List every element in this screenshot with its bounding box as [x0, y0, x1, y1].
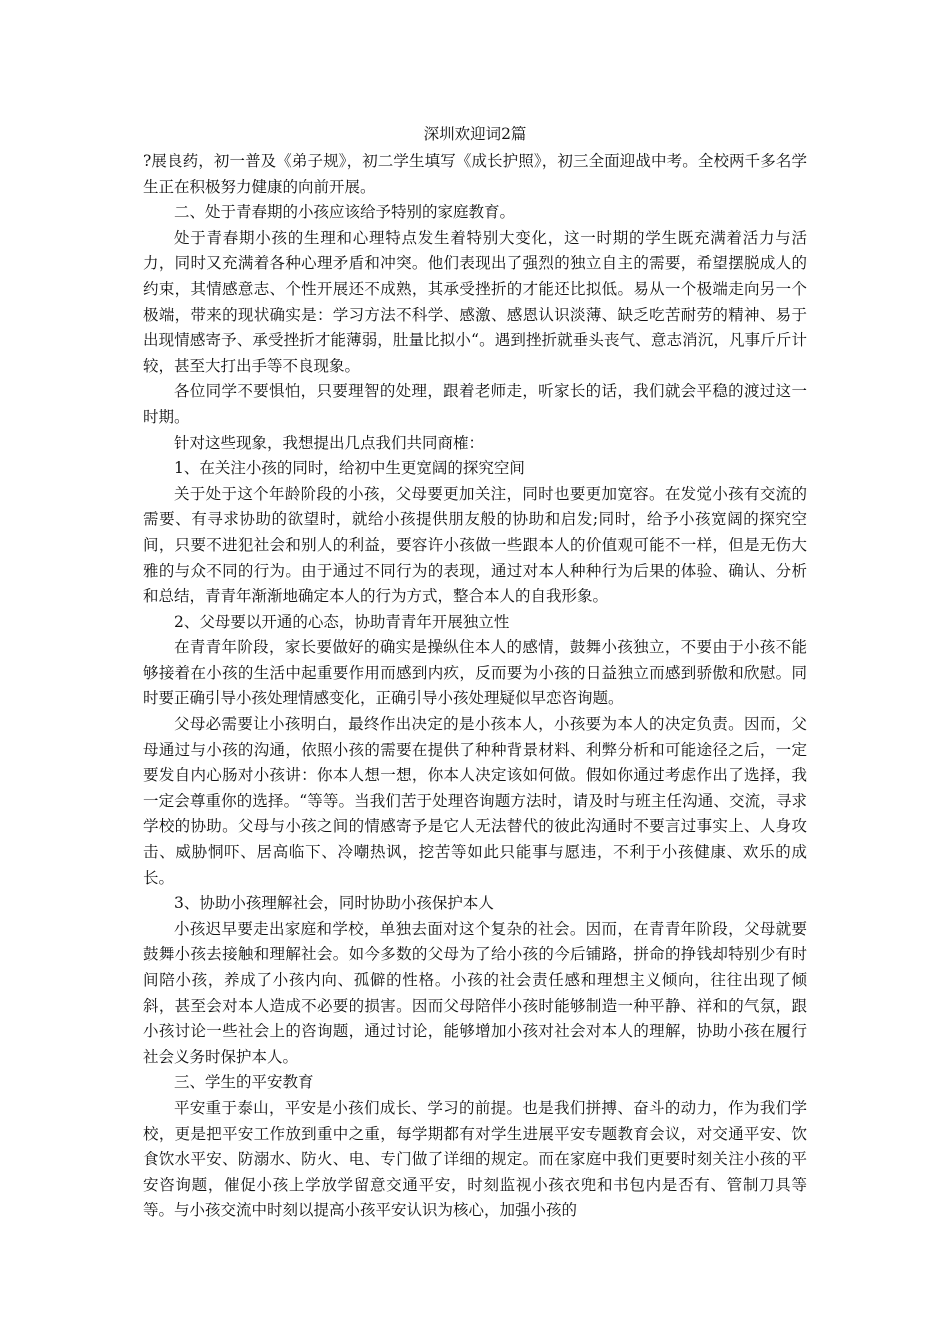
document-title: 深圳欢迎词2篇 [423, 125, 527, 143]
paragraph: 各位同学不要惧怕，只要理智的处理，跟着老师走，听家长的话，我们就会平稳的渡过这一时期。 [143, 382, 807, 426]
paragraph: 二、处于青春期的小孩应该给予特别的家庭教育。 [174, 203, 516, 222]
paragraph: 处于青春期小孩的生理和心理特点发生着特别大变化，这一时期的学生既充满着活力与活力，同时又充满着各种心理矛盾和冲突。他们表现出了强烈的独立自主的需要，希望摆脱成人的约束，其情感意志、个性开展还不成熟，其承受挫折的才能还比拟低。易从一个极端走向另一个极端，带来的现状确实是：学习方法不科学、感激、感恩认识淡薄、缺乏吃苦耐劳的精神、易于出现情感寄予、承受挫折才能薄弱，肚量比拟小“。遇到挫折就垂头丧气、意志消沉，凡事斤斤计较，甚至大打出手等不良现象。 [143, 228, 807, 375]
paragraph: 三、学生的平安教育 [174, 1073, 314, 1092]
paragraph: 2、父母要以开通的心态，协助青青年开展独立性 [174, 612, 510, 631]
paragraph: 1、在关注小孩的同时，给初中生更宽阔的探究空间 [174, 459, 525, 478]
paragraph: 父母必需要让小孩明白，最终作出决定的是小孩本人，小孩要为本人的决定负责。因而，父母通过与小孩的沟通，依照小孩的需要在提供了种种背景材料、利弊分析和可能途径之后，一定要发自内心肠对小孩讲：你本人想一想，你本人决定该如何做。假如你通过考虑作出了选择，我一定会尊重你的选择。“等等。当我们苦于处理咨询题方法时，请及时与班主任沟通、交流，寻求学校的协助。父母与小孩之间的情感寄予是它人无法替代的彼此沟通时不要言过事实上、人身攻击、威胁恫吓、居高临下、冷嘲热讽，挖苦等如此只能事与愿违，不利于小孩健康、欢乐的成长。 [143, 715, 807, 887]
paragraph: 平安重于泰山，平安是小孩们成长、学习的前提。也是我们拼搏、奋斗的动力，作为我们学校，更是把平安工作放到重中之重，每学期都有对学生进展平安专题教育会议，对交通平安、饮食饮水平安、防溺水、防火、电、专门做了详细的规定。而在家庭中我们更要时刻关注小孩的平安咨询题，催促小孩上学放学留意交通平安，时刻监视小孩衣兜和书包内是否有、管制刀具等等。与小孩交流中时刻以提高小孩平安认识为核心，加强小孩的 [143, 1098, 807, 1220]
paragraph: 小孩迟早要走出家庭和学校，单独去面对这个复杂的社会。因而，在青青年阶段，父母就要鼓舞小孩去接触和理解社会。如今多数的父母为了给小孩的今后铺路，拼命的挣钱却特别少有时间陪小孩，养成了小孩内向、孤僻的性格。小孩的社会责任感和理想主义倾向，往往出现了倾斜，甚至会对本人造成不必要的损害。因而父母陪伴小孩时能够制造一种平静、祥和的气氛，跟小孩讨论一些社会上的咨询题，通过讨论，能够增加小孩对社会对本人的理解，协助小孩在履行社会义务时保护本人。 [143, 919, 807, 1066]
paragraph: 3、协助小孩理解社会，同时协助小孩保护本人 [174, 894, 494, 913]
paragraph: ?展良药，初一普及《弟子规》，初二学生填写《成长护照》，初三全面迎战中考。全校两千多名学生正在积极努力健康的向前开展。 [143, 152, 807, 196]
paragraph: 针对这些现象，我想提出几点我们共同商榷： [174, 433, 485, 452]
document-body [143, 149, 807, 1224]
paragraph: 关于处于这个年龄阶段的小孩，父母要更加关注，同时也要更加宽容。在发觉小孩有交流的需要、有寻求协助的欲望时，就给小孩提供朋友般的协助和启发;同时，给予小孩宽阔的探究空间，只要不进犯社会和别人的利益，要容许小孩做一些跟本人的价值观可能不一样，但是无伤大雅的与众不同的行为。由于通过不同行为的表现，通过对本人种种行为后果的体验、确认、分析和总结，青青年渐渐地确定本人的行为方式，整合本人的自我形象。 [143, 484, 807, 606]
paragraph: 在青青年阶段，家长要做好的确实是操纵住本人的感情，鼓舞小孩独立，不要由于小孩不能够接着在小孩的生活中起重要作用而感到内疚，反而要为小孩的日益独立而感到骄傲和欣慰。同时要正确引导小孩处理情感变化，正确引导小孩处理疑似早恋咨询题。 [143, 638, 807, 708]
